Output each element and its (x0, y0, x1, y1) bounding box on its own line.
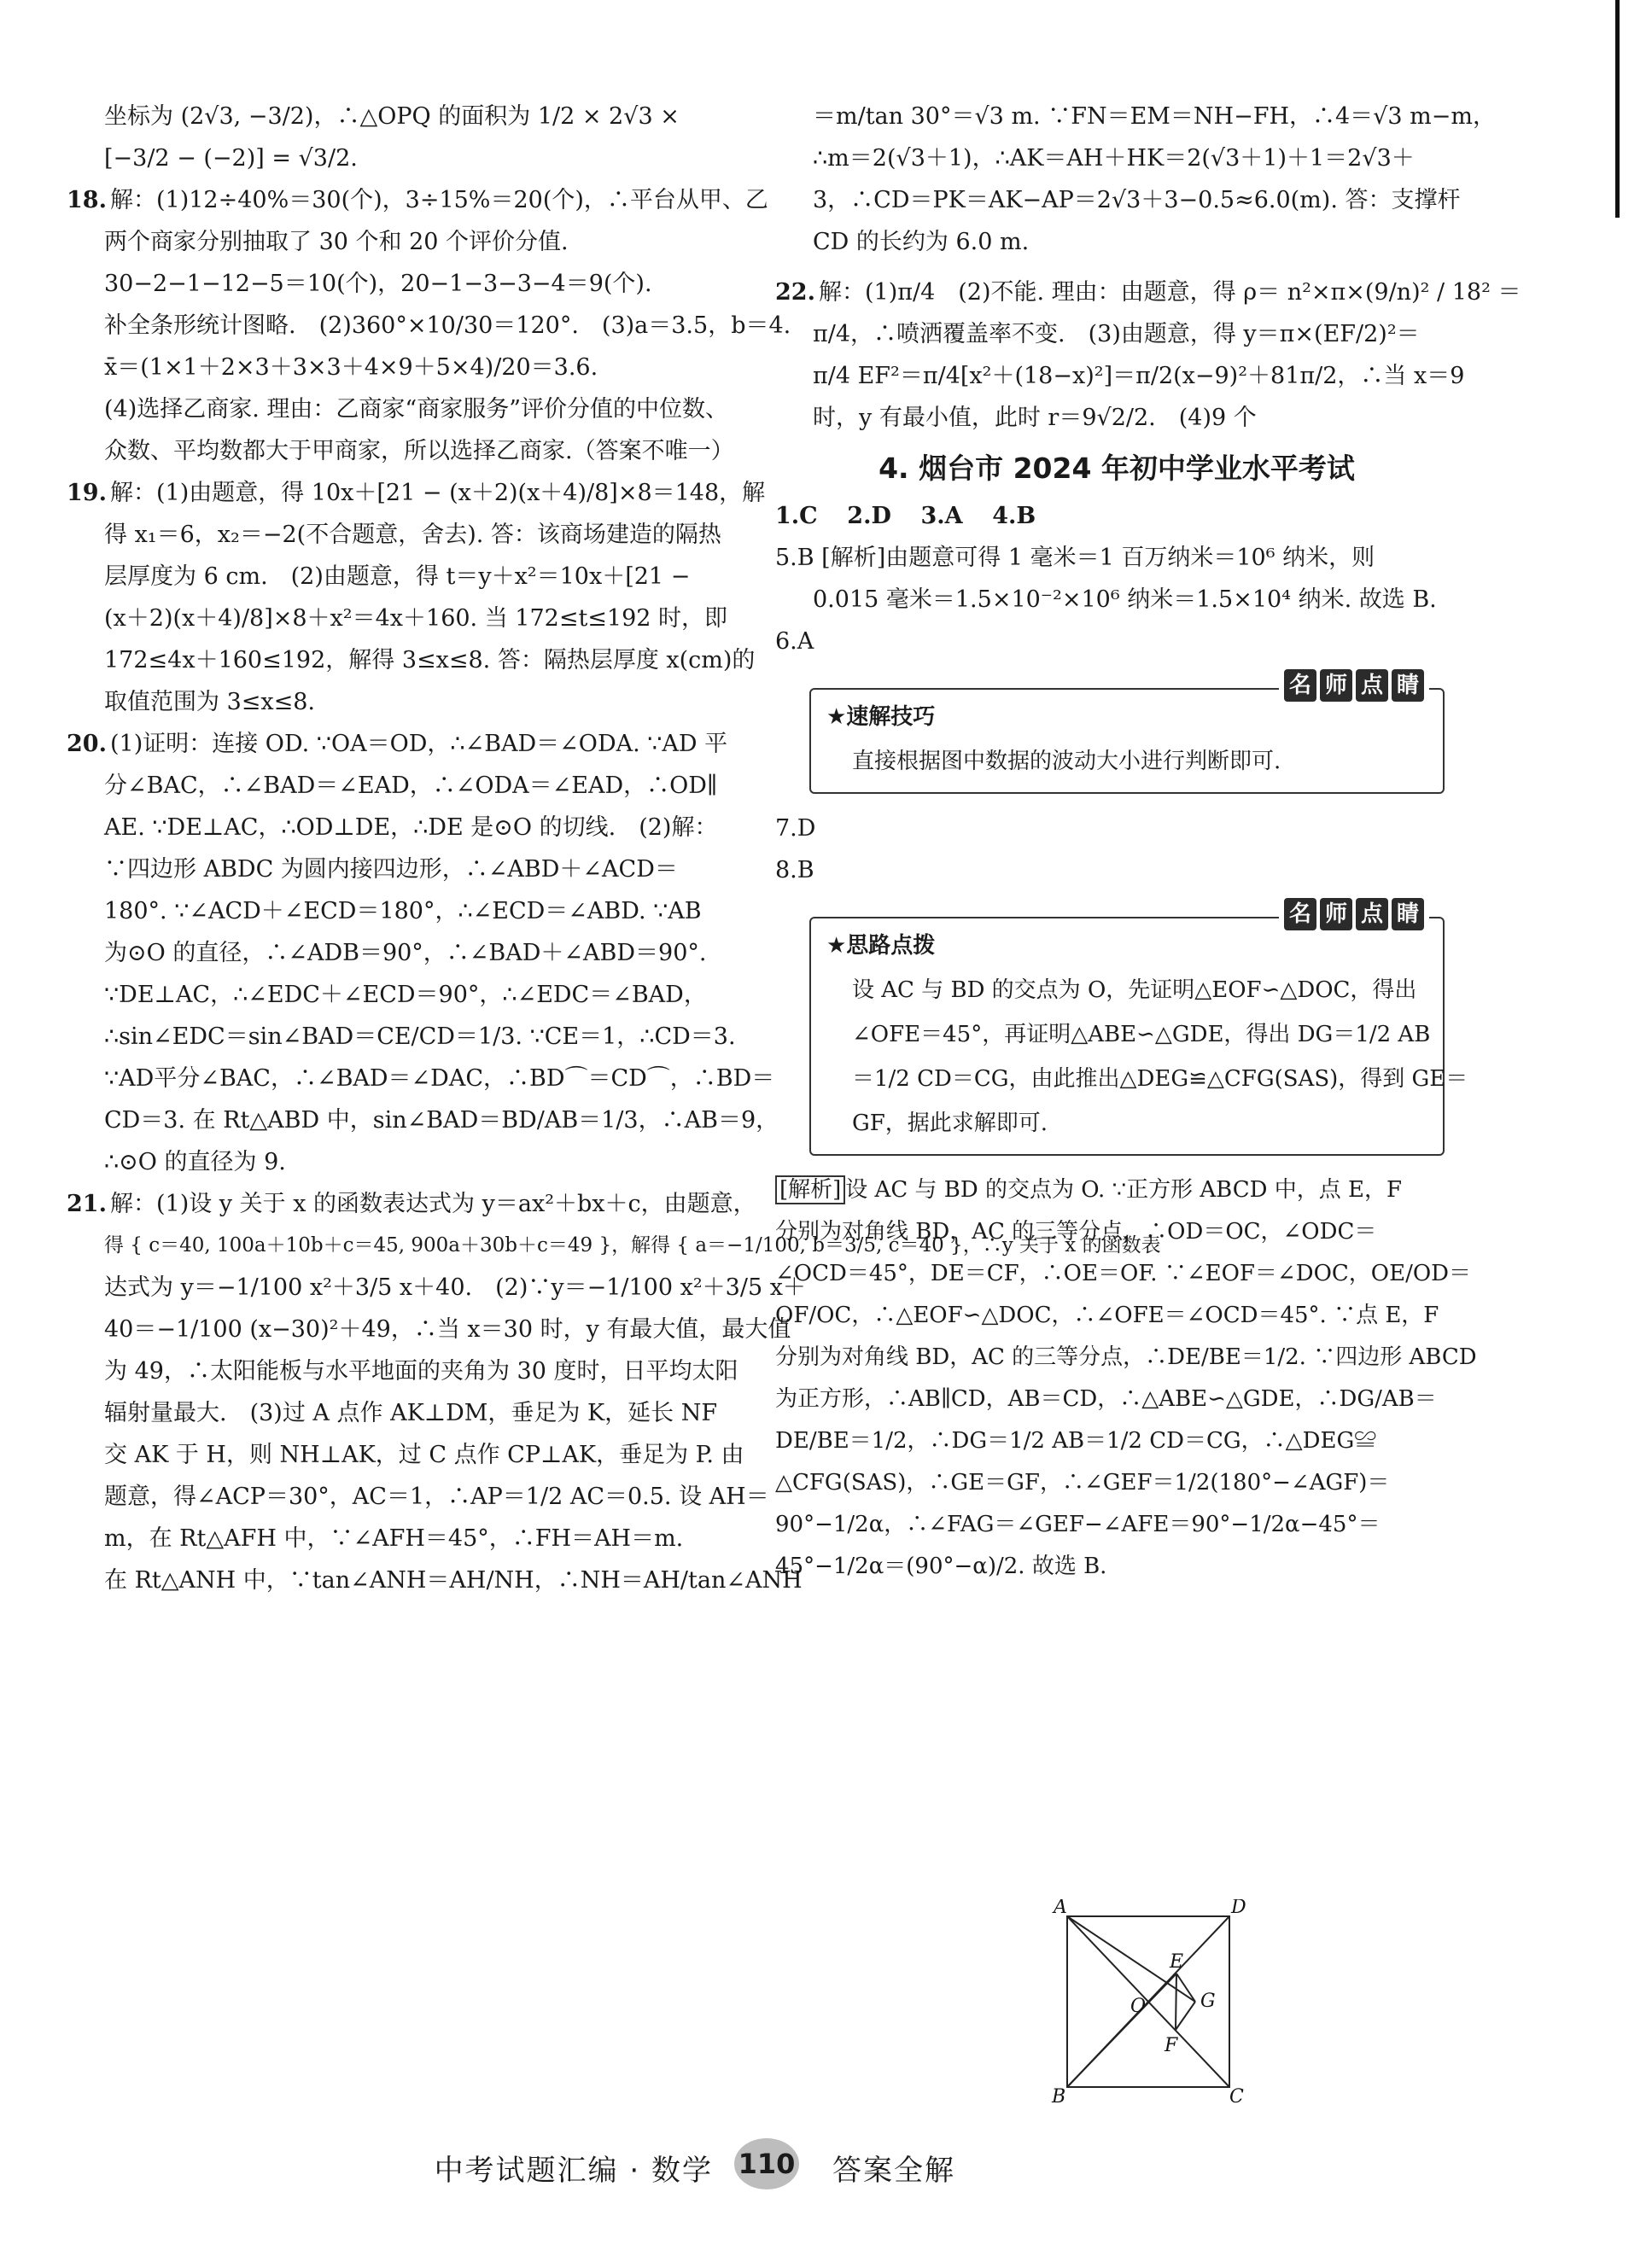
text-line: 众数、平均数都大于甲商家，所以选择乙商家.（答案不唯一） (104, 438, 734, 464)
text-line: ∴sin∠EDC＝sin∠BAD＝CE/CD＝1/3. ∵CE＝1，∴CD＝3. (104, 1023, 736, 1050)
text-line: 达式为 y＝−1/100 x²＋3/5 x＋40. (2)∵y＝−1/100 x²＋3/5 x＋ (104, 1274, 806, 1301)
answer-20 (67, 723, 779, 1183)
footer-subtitle: 答案全解 (832, 2154, 955, 2188)
text-line: 两个商家分别抽取了 30 个和 20 个评价分值. (104, 229, 569, 255)
text-line: AE. ∵DE⊥AC，∴OD⊥DE，∴DE 是⊙O 的切线. (2)解： (104, 814, 718, 841)
text-line: ∠OCD＝45°，DE＝CF，∴OE＝OF. ∵∠EOF＝∠DOC，OE/OD＝ (775, 1261, 1471, 1286)
text-line: 直接根据图中数据的波动大小进行判断即可. (852, 749, 1281, 774)
text-line: ∵DE⊥AC，∴∠EDC＋∠ECD＝90°，∴∠EDC＝∠BAD， (104, 982, 707, 1008)
text-line: DE/BE＝1/2，∴DG＝1/2 AB＝1/2 CD＝CG，∴△DEG≌ (775, 1428, 1377, 1454)
text-line: 为 49，∴太阳能板与水平地面的夹角为 30 度时，日平均太阳 (104, 1358, 738, 1385)
text-line: π/4，∴喷洒覆盖率不变. (3)由题意，得 y＝π×(EF/2)²＝ (813, 321, 1420, 347)
text-line: 题意，得∠ACP＝30°，AC＝1，∴AP＝1/2 AC＝0.5. 设 AH＝ (104, 1484, 769, 1510)
answer-6 (775, 621, 1458, 662)
label-a: A (1054, 1899, 1067, 1918)
text-line: 取值范围为 3≤x≤8. (104, 689, 315, 715)
tip-title: ★速解技巧 (826, 704, 936, 730)
answer-7 (775, 808, 1458, 849)
answer-5 (775, 537, 1458, 621)
text-line: (1)证明：连接 OD. ∵OA＝OD，∴∠BAD＝∠ODA. ∵AD 平 (109, 731, 728, 757)
text-line: 设 AC 与 BD 的交点为 O. ∵正方形 ABCD 中，点 E，F (845, 1177, 1403, 1203)
text-line: 在 Rt△ANH 中，∵tan∠ANH＝AH/NH，∴NH＝AH/tan∠ANH (104, 1567, 803, 1594)
text-line: 交 AK 于 H，则 NH⊥AK，过 C 点作 CP⊥AK，垂足为 P. 由 (104, 1442, 744, 1468)
badge-char: 睛 (1392, 898, 1424, 930)
text-line: 172≤4x＋160≤192，解得 3≤x≤8. 答：隔热层厚度 x(cm)的 (104, 647, 756, 673)
right-column (775, 96, 1521, 1588)
text-line: 3，∴CD＝PK＝AK−AP＝2√3＋3−0.5≈6.0(m). 答：支撑杆 (813, 187, 1461, 213)
tip-title: ★思路点拨 (826, 933, 936, 959)
answer-17-tail (67, 96, 750, 179)
label-e: E (1170, 1951, 1184, 1973)
answer-8 (775, 849, 1458, 891)
text-line: (x＋2)(x＋4)/8]×8＋x²＝4x＋160. 当 172≤t≤192 时，即 (104, 605, 728, 632)
text-line: 得 x₁＝6，x₂＝−2(不合题意，舍去). 答：该商场建造的隔热 (104, 522, 721, 548)
text-line: 得 { c＝40, 100a＋10b＋c＝45, 900a＋30b＋c＝49 }，解得 { a＝−1/100, b＝3/5, c＝40 }，∴y 关于 x 的函数表 (104, 1234, 1161, 1256)
label-d: D (1231, 1899, 1246, 1918)
text-line: m，在 Rt△AFH 中，∵∠AFH＝45°，∴FH＝AH＝m. (104, 1525, 684, 1552)
text-line: ∠OFE＝45°，再证明△ABE∽△GDE，得出 DG＝1/2 AB (852, 1022, 1431, 1047)
text-line: △CFG(SAS)，∴GE＝GF，∴∠GEF＝1/2(180°−∠AGF)＝ (775, 1470, 1390, 1495)
answer-19 (67, 472, 766, 723)
label-o: O (1130, 1996, 1147, 2017)
text-line: 分别为对角线 BD，AC 的三等分点，∴OD＝OC，∠ODC＝ (775, 1219, 1377, 1245)
segment-eg (1176, 1974, 1195, 2002)
text-line: 180°. ∵∠ACD＋∠ECD＝180°，∴∠ECD＝∠ABD. ∵AB (104, 898, 702, 924)
text-line: 时，y 有最小值，此时 r＝9√2/2. (4)9 个 (813, 405, 1257, 431)
teacher-tip-badge (1279, 898, 1429, 930)
badge-char: 师 (1320, 669, 1352, 702)
label-c: C (1229, 2086, 1244, 2104)
text-line: 为⊙O 的直径，∴∠ADB＝90°，∴∠BAD＋∠ABD＝90°. (104, 940, 707, 966)
text-line: CD 的长约为 6.0 m. (813, 229, 1030, 255)
text-line: 8.B (775, 857, 814, 883)
label-f: F (1165, 2035, 1178, 2056)
teacher-tip-badge (1279, 669, 1429, 702)
text-line: 坐标为 (2√3, −3/2)，∴△OPQ 的面积为 1/2 × 2√3 × (104, 103, 680, 130)
text-line: 分∠BAC，∴∠BAD＝∠EAD，∴∠ODA＝∠EAD，∴OD∥ (104, 773, 718, 799)
segment-be (1067, 1974, 1176, 2087)
page-number: 110 (734, 2138, 799, 2189)
text-line: 90°−1/2α，∴∠FAG＝∠GEF−∠AFE＝90°−1/2α−45°＝ (775, 1512, 1381, 1537)
page-footer (0, 2138, 1652, 2189)
text-line: 45°−1/2α＝(90°−α)/2. 故选 B. (775, 1554, 1107, 1579)
text-line: 层厚度为 6 cm. (2)由题意，得 t＝y＋x²＝10x＋[21 − (104, 563, 691, 590)
text-line: (4)选择乙商家. 理由：乙商家“商家服务”评价分值的中位数、 (104, 396, 729, 423)
text-line: 分别为对角线 BD，AC 的三等分点，∴DE/BE＝1/2. ∵四边形 ABCD (775, 1344, 1477, 1370)
badge-char: 师 (1320, 898, 1352, 930)
question-number: 18. (67, 187, 107, 213)
tip-box-idea (809, 901, 1468, 1156)
text-line: OF/OC，∴△EOF∽△DOC，∴∠OFE＝∠OCD＝45°. ∵点 E，F (775, 1303, 1439, 1328)
text-line: 40＝−1/100 (x−30)²＋49，∴当 x＝30 时，y 有最大值，最大值 (104, 1316, 791, 1343)
text-line: 辐射量最大. (3)过 A 点作 AK⊥DM，垂足为 K，延长 NF (104, 1400, 718, 1426)
question-number: 21. (67, 1191, 107, 1217)
page-edge-bar (1615, 0, 1620, 218)
answers-row (775, 495, 1458, 537)
text-line: CD＝3. 在 Rt△ABD 中，sin∠BAD＝BD/AB＝1/3，∴AB＝9， (104, 1107, 779, 1134)
text-line: ＝m/tan 30°＝√3 m. ∵FN＝EM＝NH−FH，∴4＝√3 m−m， (813, 103, 1496, 130)
text-line: 7.D (775, 815, 816, 842)
question-number: 19. (67, 480, 107, 506)
analysis-label: [解析] (775, 1175, 845, 1204)
question-number: 22. (775, 279, 815, 306)
text-line: x̄＝(1×1＋2×3＋3×3＋4×9＋5×4)/20＝3.6. (104, 354, 598, 381)
text-line: ∵AD平分∠BAC，∴∠BAD＝∠DAC，∴BD⌒＝CD⌒，∴BD＝ (104, 1065, 775, 1092)
answer-4: 4.B (992, 503, 1036, 529)
segment-fg (1176, 2002, 1195, 2030)
badge-char: 名 (1284, 898, 1316, 930)
label-g: G (1200, 1991, 1216, 2012)
section-title: 4. 烟台市 2024 年初中学业水平考试 (879, 452, 1355, 485)
answer-22 (775, 271, 1521, 439)
text-line: 补全条形统计图略. (2)360°×10/30＝120°. (3)a＝3.5，b＝4. (104, 312, 791, 339)
badge-char: 睛 (1392, 669, 1424, 702)
badge-char: 名 (1284, 669, 1316, 702)
text-line: ∵四边形 ABDC 为圆内接四边形，∴∠ABD＋∠ACD＝ (104, 856, 678, 883)
badge-char: 点 (1356, 898, 1388, 930)
text-line: [−3/2 − (−2)] = √3/2. (104, 145, 358, 172)
text-line: 0.015 毫米＝1.5×10⁻²×10⁶ 纳米＝1.5×10⁴ 纳米. 故选 B. (813, 586, 1437, 613)
footer-book-title: 中考试题汇编 · 数学 (434, 2154, 713, 2188)
answer-21-continuation (775, 96, 1496, 263)
text-line: 5.B [解析]由题意可得 1 毫米＝1 百万纳米＝10⁶ 纳米，则 (775, 545, 1375, 571)
text-line: 解：(1)由题意，得 10x＋[21 − (x＋2)(x＋4)/8]×8＝148，解 (109, 480, 766, 506)
text-line: 6.A (775, 628, 814, 655)
answer-2: 2.D (847, 503, 891, 529)
badge-char: 点 (1356, 669, 1388, 702)
text-line: 设 AC 与 BD 的交点为 O，先证明△EOF∽△DOC，得出 (852, 977, 1417, 1003)
answer-3: 3.A (920, 503, 963, 529)
text-line: GF，据此求解即可. (852, 1111, 1048, 1136)
geometry-figure (1050, 1899, 1246, 2104)
text-line: 为正方形，∴AB∥CD，AB＝CD，∴△ABE∽△GDE，∴DG/AB＝ (775, 1386, 1437, 1412)
analysis-8 (775, 1169, 1477, 1588)
text-line: 解：(1)设 y 关于 x 的函数表达式为 y＝ax²＋bx＋c，由题意， (109, 1191, 756, 1217)
text-line: 解：(1)12÷40%＝30(个)，3÷15%＝20(个)，∴平台从甲、乙 (109, 187, 768, 213)
text-line: ∴m＝2(√3＋1)，∴AK＝AH＋HK＝2(√3＋1)＋1＝2√3＋ (813, 145, 1415, 172)
text-line: 解：(1)π/4 (2)不能. 理由：由题意，得 ρ＝ n²×π×(9/n)² / 18² ＝ (818, 279, 1521, 306)
tip-box-speed (809, 673, 1445, 794)
text-line: 30−2−1−12−5＝10(个)，20−1−3−3−4＝9(个). (104, 271, 652, 297)
label-b: B (1052, 2086, 1066, 2104)
text-line: π/4 EF²＝π/4[x²＋(18−x)²]＝π/2(x−9)²＋81π/2，∴当 x＝9 (813, 363, 1465, 389)
question-number: 20. (67, 731, 107, 757)
answer-18 (67, 179, 791, 472)
text-line: ＝1/2 CD＝CG，由此推出△DEG≌△CFG(SAS)，得到 GE＝ (852, 1066, 1468, 1092)
text-line: ∴⊙O 的直径为 9. (104, 1149, 286, 1175)
answer-1: 1.C (775, 503, 818, 529)
